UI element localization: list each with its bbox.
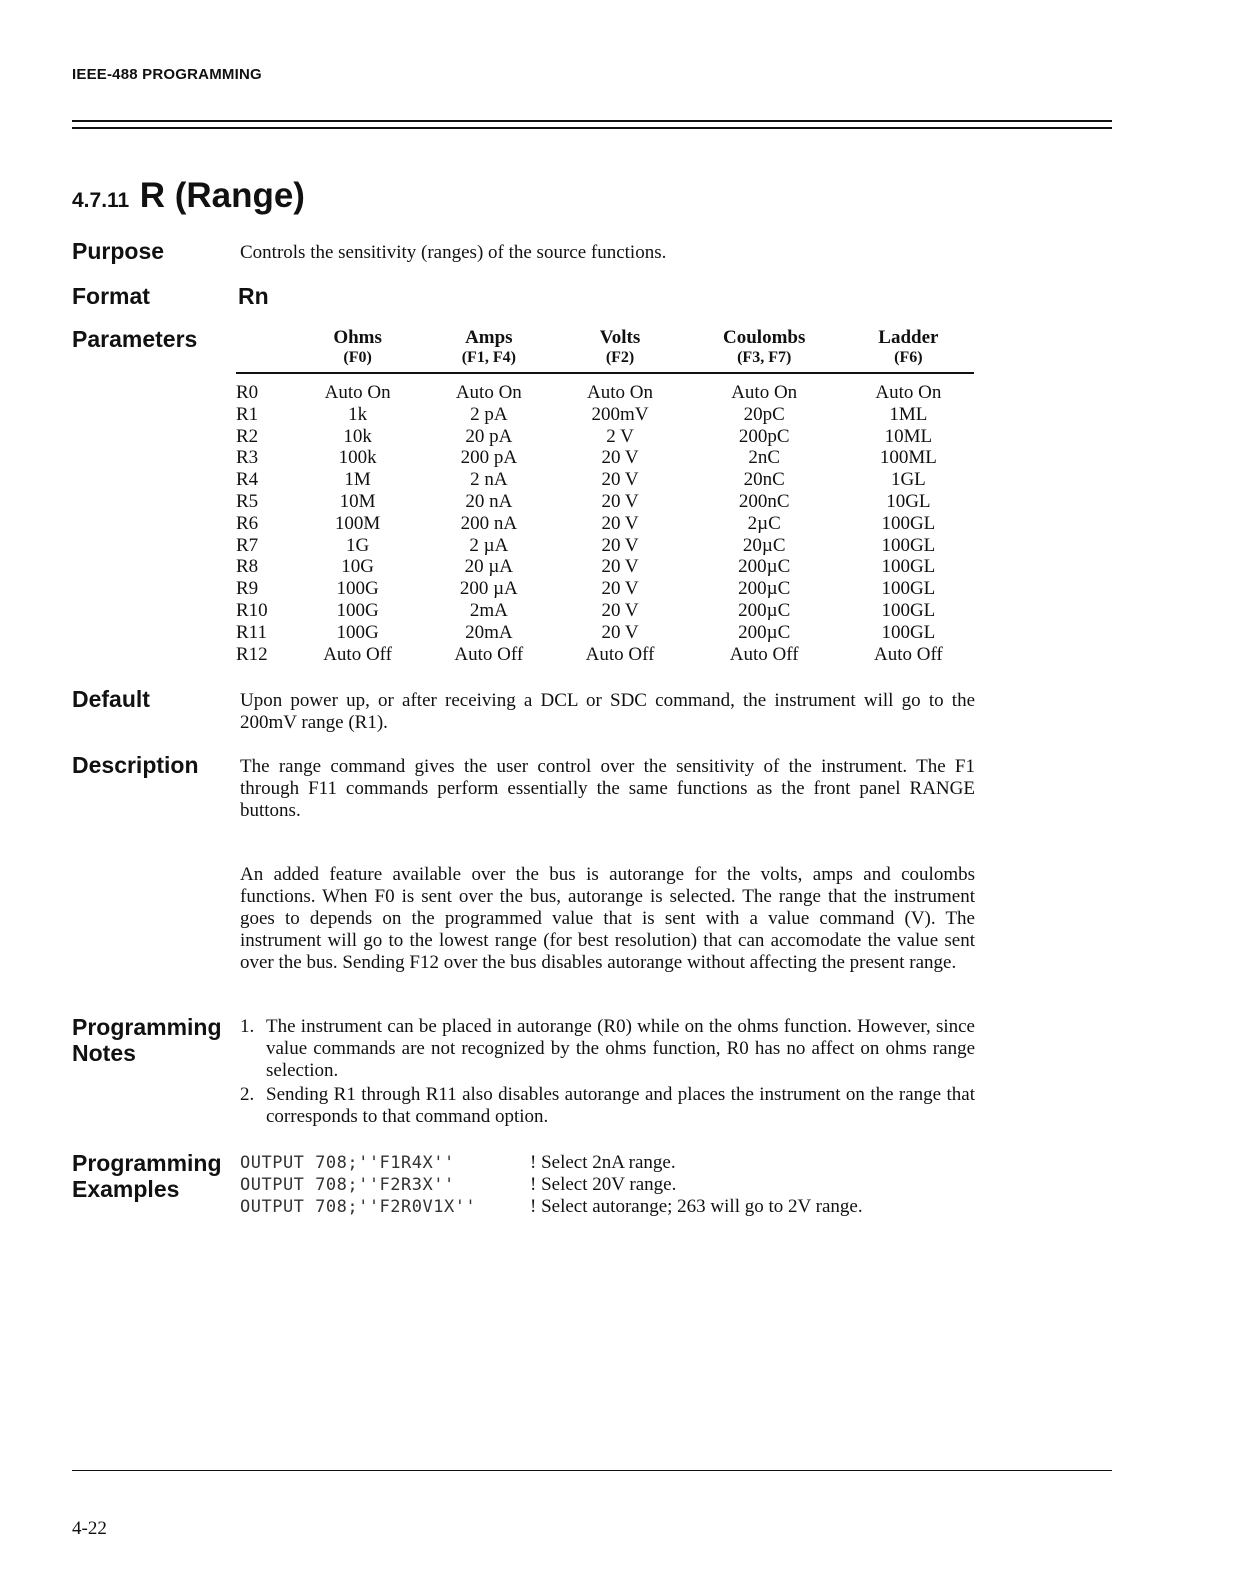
column-header: Coulombs (F3, F7) bbox=[723, 327, 806, 366]
range-command-cell: R7 bbox=[236, 534, 259, 556]
range-value-cell: 100M bbox=[334, 512, 381, 534]
range-command-cell: R10 bbox=[236, 599, 268, 621]
range-value-cell: Auto On bbox=[875, 382, 942, 403]
range-value-cell: 200 nA bbox=[460, 512, 518, 534]
column-header-command bbox=[236, 328, 292, 373]
description-label: Description bbox=[72, 752, 199, 778]
range-command-cell: R2 bbox=[236, 425, 259, 447]
range-command-cell: R9 bbox=[236, 578, 259, 600]
range-value-cell: 200µC bbox=[738, 556, 791, 578]
example-code: OUTPUT 708;''F2R0V1X'' bbox=[240, 1197, 477, 1217]
range-value-cell: 20mA bbox=[465, 621, 513, 643]
table-row bbox=[236, 491, 974, 513]
column-header: Volts (F2) bbox=[599, 327, 641, 366]
example-code: OUTPUT 708;''F2R3X'' bbox=[240, 1175, 455, 1195]
range-value-cell: 20 nA bbox=[465, 490, 513, 512]
description-paragraph-2: An added feature available over the bus is autorange for the volts, amps and coulombs functions. When F0 is sent over the bus, autorange is selected. The range that the instrument goes to depends on the programmed value that is sent with a value command (V). The instrument will go to the lowest range (for best resolution) that can accomodate the value sent over the bus. Sending F12 over the bus disables autorange without affecting the present range. bbox=[240, 864, 975, 973]
range-value-cell: 20 V bbox=[601, 578, 639, 600]
range-value-cell: Auto Off bbox=[454, 643, 524, 665]
range-value-cell: 20nC bbox=[743, 469, 785, 491]
range-value-cell: 200µC bbox=[738, 578, 791, 600]
range-value-cell: 20 pA bbox=[465, 425, 513, 447]
column-header: Amps (F1, F4) bbox=[461, 327, 516, 366]
range-value-cell: 1ML bbox=[889, 403, 928, 425]
table-row bbox=[236, 644, 974, 666]
range-value-cell: 10k bbox=[343, 425, 372, 447]
range-value-cell: 200 pA bbox=[460, 447, 518, 469]
range-value-cell: 10M bbox=[339, 490, 376, 512]
section-title bbox=[72, 176, 305, 216]
range-value-cell: 20 V bbox=[601, 534, 639, 556]
example-code: OUTPUT 708;''F1R4X'' bbox=[240, 1153, 455, 1173]
range-value-cell: 100k bbox=[338, 447, 377, 469]
range-value-cell: 20 V bbox=[601, 512, 639, 534]
range-value-cell: 20 V bbox=[601, 469, 639, 491]
column-header: Ladder (F6) bbox=[878, 327, 939, 366]
table-body bbox=[236, 373, 974, 665]
table-row bbox=[236, 556, 974, 578]
example-row bbox=[240, 1174, 676, 1196]
default-text: Upon power up, or after receiving a DCL or SDC command, the instrument will go to the 200mV range (R1). bbox=[240, 690, 975, 733]
range-value-cell: 200µC bbox=[738, 599, 791, 621]
range-value-cell: 20pC bbox=[743, 403, 785, 425]
example-comment: ! Select 2nA range. bbox=[530, 1152, 676, 1173]
range-command-cell: R5 bbox=[236, 490, 259, 512]
range-value-cell: 1M bbox=[344, 469, 371, 491]
range-value-cell: 2µC bbox=[747, 512, 781, 534]
section-name: R (Range) bbox=[139, 176, 305, 215]
table-row bbox=[236, 600, 974, 622]
table-row bbox=[236, 622, 974, 644]
range-value-cell: 20 V bbox=[601, 621, 639, 643]
range-value-cell: 200nC bbox=[738, 490, 790, 512]
range-value-cell: 200pC bbox=[738, 425, 790, 447]
list-item: 1. The instrument can be placed in autorange (R0) while on the ohms function. However, since value commands are not recognized by the ohms function, R0 has no affect on ohms range selection. bbox=[240, 1016, 975, 1081]
range-value-cell: 2 µA bbox=[469, 534, 509, 556]
table-row bbox=[236, 535, 974, 557]
running-head: IEEE-488 PROGRAMMING bbox=[72, 66, 262, 83]
range-value-cell: 20 V bbox=[601, 447, 639, 469]
range-value-cell: 1k bbox=[348, 403, 368, 425]
example-comment: ! Select 20V range. bbox=[530, 1174, 677, 1195]
parameters-label: Parameters bbox=[72, 326, 198, 352]
range-value-cell: 100GL bbox=[881, 599, 936, 621]
purpose-text: Controls the sensitivity (ranges) of the source functions. bbox=[240, 242, 667, 263]
range-command-cell: R3 bbox=[236, 447, 259, 469]
range-command-cell: R6 bbox=[236, 512, 259, 534]
table-row bbox=[236, 373, 974, 404]
table-row bbox=[236, 426, 974, 448]
range-value-cell: 100G bbox=[336, 578, 379, 600]
range-value-cell: 200µC bbox=[738, 621, 791, 643]
default-label: Default bbox=[72, 686, 150, 712]
example-row bbox=[240, 1196, 863, 1218]
range-value-cell: 100GL bbox=[881, 621, 936, 643]
range-value-cell: Auto Off bbox=[585, 643, 655, 665]
range-value-cell: 2 V bbox=[606, 425, 634, 447]
table-row bbox=[236, 404, 974, 426]
header-rule bbox=[72, 120, 1112, 122]
table-row bbox=[236, 469, 974, 491]
format-label: Format bbox=[72, 283, 150, 309]
example-comment: ! Select autorange; 263 will go to 2V range. bbox=[530, 1196, 863, 1217]
range-value-cell: 100G bbox=[336, 599, 379, 621]
range-value-cell: 10G bbox=[341, 556, 374, 578]
range-value-cell: Auto Off bbox=[873, 643, 943, 665]
range-value-cell: 100ML bbox=[879, 447, 937, 469]
purpose-label: Purpose bbox=[72, 238, 165, 264]
format-text: Rn bbox=[238, 283, 269, 309]
range-value-cell: 100GL bbox=[881, 534, 936, 556]
range-value-cell: 20 V bbox=[601, 556, 639, 578]
table-row bbox=[236, 513, 974, 535]
footer-rule bbox=[72, 1470, 1112, 1471]
range-value-cell: 2 pA bbox=[470, 403, 508, 425]
range-value-cell: 20µC bbox=[742, 534, 786, 556]
range-value-cell: 20 V bbox=[601, 490, 639, 512]
range-value-cell: Auto Off bbox=[729, 643, 799, 665]
range-value-cell: 2nC bbox=[748, 447, 781, 469]
range-value-cell: 1G bbox=[345, 534, 370, 556]
section-number: 4.7.11 bbox=[72, 189, 130, 212]
range-value-cell: 200 µA bbox=[459, 578, 518, 600]
range-value-cell: 100G bbox=[336, 621, 379, 643]
range-command-cell: R11 bbox=[236, 621, 267, 643]
notes-label: Programming Notes bbox=[72, 1014, 222, 1066]
notes-list bbox=[240, 1016, 975, 1130]
example-row bbox=[240, 1152, 676, 1174]
range-value-cell: 200mV bbox=[591, 403, 649, 425]
range-value-cell: 20 V bbox=[601, 599, 639, 621]
range-value-cell: Auto Off bbox=[323, 643, 392, 665]
examples-label: Programming Examples bbox=[72, 1150, 222, 1202]
range-value-cell: 100GL bbox=[881, 578, 936, 600]
range-value-cell: 2mA bbox=[469, 599, 508, 621]
table-row bbox=[236, 578, 974, 600]
range-value-cell: 2 nA bbox=[470, 469, 508, 491]
range-value-cell: Auto On bbox=[731, 382, 798, 403]
range-value-cell: 100GL bbox=[881, 556, 936, 578]
range-value-cell: Auto On bbox=[324, 382, 391, 403]
range-command-cell: R12 bbox=[236, 643, 268, 665]
range-value-cell: Auto On bbox=[455, 382, 522, 403]
parameters-table bbox=[236, 328, 974, 665]
range-command-cell: R8 bbox=[236, 556, 259, 578]
description-paragraph-1: The range command gives the user control over the sensitivity of the instrument. The F1 through F11 commands perform essentially the same functions as the front panel RANGE buttons. bbox=[240, 756, 975, 821]
range-command-cell: R1 bbox=[236, 403, 259, 425]
range-command-cell: R4 bbox=[236, 469, 259, 491]
page-number: 4-22 bbox=[72, 1518, 107, 1539]
table-header-row bbox=[236, 328, 974, 373]
column-header: Ohms (F0) bbox=[333, 327, 382, 366]
range-value-cell: 1GL bbox=[890, 469, 926, 491]
range-value-cell: 10ML bbox=[884, 425, 933, 447]
range-value-cell: 100GL bbox=[881, 512, 936, 534]
table-row bbox=[236, 447, 974, 469]
range-value-cell: 10GL bbox=[886, 490, 931, 512]
range-value-cell: Auto On bbox=[587, 382, 654, 403]
range-command-cell: R0 bbox=[236, 382, 259, 403]
range-value-cell: 20 µA bbox=[464, 556, 514, 578]
header-rule bbox=[72, 127, 1112, 129]
list-item: 2. Sending R1 through R11 also disables autorange and places the instrument on the range that corresponds to that command option. bbox=[240, 1084, 975, 1127]
